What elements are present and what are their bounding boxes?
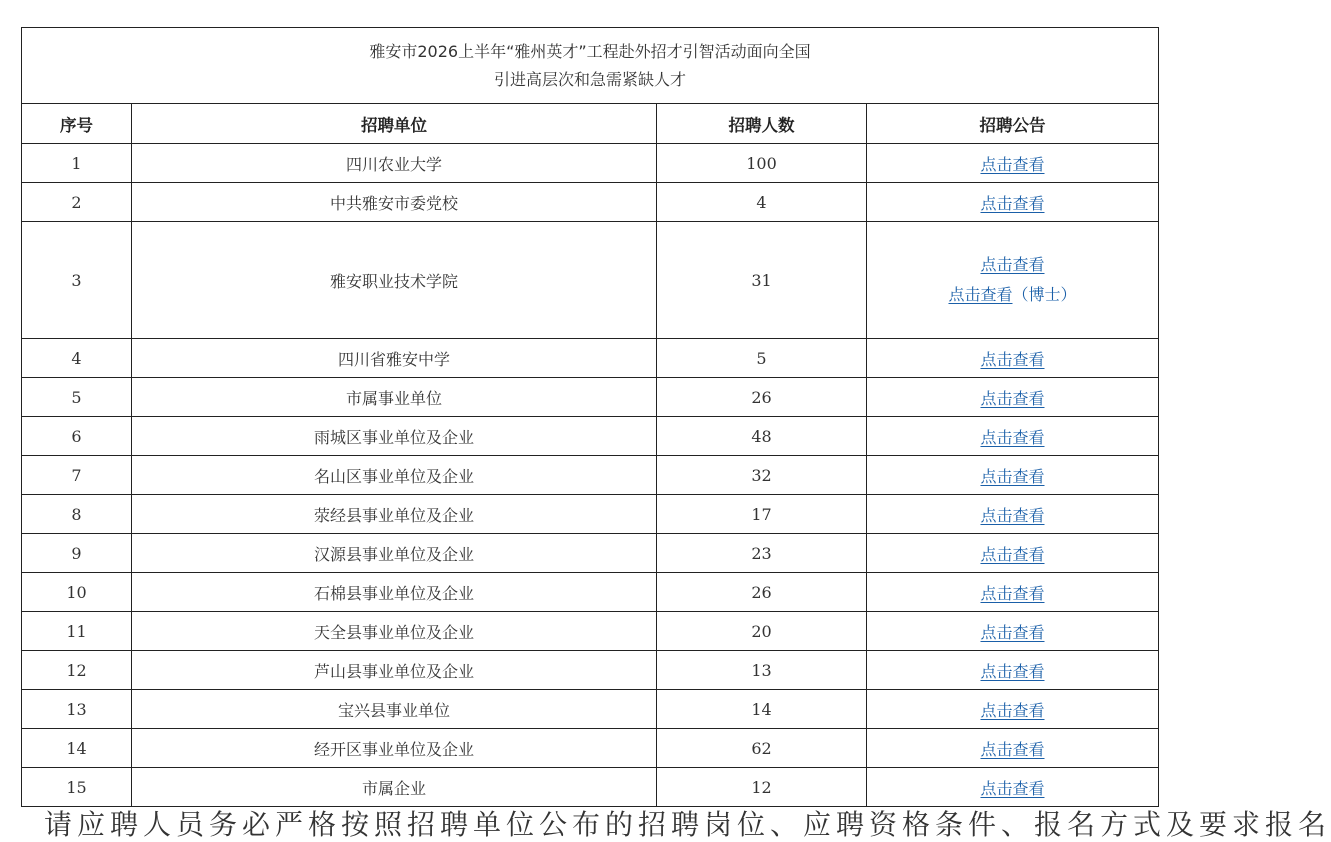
table-row [22, 534, 1159, 573]
row-count: 5 [657, 339, 867, 378]
view-notice-link[interactable]: 点击查看 [980, 466, 1045, 486]
row-notice [867, 183, 1159, 222]
table-row [22, 495, 1159, 534]
view-notice-link[interactable]: 点击查看 [980, 154, 1045, 174]
row-index: 7 [22, 456, 132, 495]
row-unit: 石棉县事业单位及企业 [132, 573, 657, 612]
row-notice [867, 378, 1159, 417]
table-row [22, 573, 1159, 612]
row-count: 14 [657, 690, 867, 729]
table-row [22, 768, 1159, 807]
footer-paragraph: 请应聘人员务必严格按照招聘单位公布的招聘岗位、应聘资格条件、报名方式及要求报名 [44, 808, 1331, 841]
row-unit: 荥经县事业单位及企业 [132, 495, 657, 534]
view-notice-link[interactable]: 点击查看 [980, 739, 1045, 759]
table-row [22, 183, 1159, 222]
row-notice [867, 144, 1159, 183]
row-notice [867, 495, 1159, 534]
table-row [22, 339, 1159, 378]
row-index: 11 [22, 612, 132, 651]
row-unit: 宝兴县事业单位 [132, 690, 657, 729]
recruitment-table [21, 27, 1159, 807]
row-count: 100 [657, 144, 867, 183]
table-row [22, 456, 1159, 495]
view-notice-link[interactable]: 点击查看 [980, 427, 1045, 447]
table-row [22, 651, 1159, 690]
row-count: 13 [657, 651, 867, 690]
row-unit: 雨城区事业单位及企业 [132, 417, 657, 456]
row-index: 12 [22, 651, 132, 690]
view-notice-link[interactable]: 点击查看 [980, 255, 1045, 274]
view-notice-link[interactable]: 点击查看 [980, 544, 1045, 564]
view-notice-link[interactable]: 点击查看 [980, 583, 1045, 603]
table-row [22, 417, 1159, 456]
row-count: 20 [657, 612, 867, 651]
row-notice [867, 729, 1159, 768]
row-unit: 市属事业单位 [132, 378, 657, 417]
row-count: 23 [657, 534, 867, 573]
header-notice: 招聘公告 [867, 104, 1159, 144]
view-notice-link[interactable]: 点击查看 [980, 505, 1045, 525]
row-unit: 四川省雅安中学 [132, 339, 657, 378]
row-unit: 经开区事业单位及企业 [132, 729, 657, 768]
header-count: 招聘人数 [657, 104, 867, 144]
row-count: 17 [657, 495, 867, 534]
row-notice [867, 768, 1159, 807]
row-index: 1 [22, 144, 132, 183]
table-title [22, 28, 1159, 104]
row-count: 12 [657, 768, 867, 807]
header-unit: 招聘单位 [132, 104, 657, 144]
table-header-row [22, 104, 1159, 144]
phd-suffix: （博士） [1012, 285, 1077, 304]
row-notice [867, 339, 1159, 378]
row-notice [867, 612, 1159, 651]
row-index: 8 [22, 495, 132, 534]
row-index: 2 [22, 183, 132, 222]
row-count: 48 [657, 417, 867, 456]
row-unit: 四川农业大学 [132, 144, 657, 183]
table-row [22, 612, 1159, 651]
row-notice [867, 456, 1159, 495]
view-phd-notice-link[interactable]: 点击查看 [948, 285, 1013, 304]
row-index: 9 [22, 534, 132, 573]
header-index: 序号 [22, 104, 132, 144]
row-notice [867, 573, 1159, 612]
table-row [22, 729, 1159, 768]
table-row [22, 690, 1159, 729]
view-notice-link[interactable]: 点击查看 [980, 388, 1045, 408]
view-notice-link[interactable]: 点击查看 [980, 778, 1045, 798]
row-index: 15 [22, 768, 132, 807]
row-count: 31 [657, 222, 867, 339]
row-unit: 雅安职业技术学院 [132, 222, 657, 339]
row-unit: 芦山县事业单位及企业 [132, 651, 657, 690]
view-notice-link[interactable]: 点击查看 [980, 193, 1045, 213]
row-count: 4 [657, 183, 867, 222]
table-title-row [22, 28, 1159, 104]
view-notice-link[interactable]: 点击查看 [980, 622, 1045, 642]
row-index: 3 [22, 222, 132, 339]
row-unit: 汉源县事业单位及企业 [132, 534, 657, 573]
view-notice-link[interactable]: 点击查看 [980, 700, 1045, 720]
row-index: 10 [22, 573, 132, 612]
table-row [22, 378, 1159, 417]
row-unit: 市属企业 [132, 768, 657, 807]
row-notice [867, 534, 1159, 573]
row-notice [867, 222, 1159, 339]
row-index: 5 [22, 378, 132, 417]
row-index: 14 [22, 729, 132, 768]
view-notice-link[interactable]: 点击查看 [980, 349, 1045, 369]
row-unit: 天全县事业单位及企业 [132, 612, 657, 651]
row-count: 62 [657, 729, 867, 768]
row-notice [867, 651, 1159, 690]
view-notice-link[interactable]: 点击查看 [980, 661, 1045, 681]
table-title-line2: 引进高层次和急需紧缺人才 [493, 69, 686, 89]
row-unit: 名山区事业单位及企业 [132, 456, 657, 495]
row-count: 26 [657, 378, 867, 417]
row-notice [867, 417, 1159, 456]
row-index: 13 [22, 690, 132, 729]
row-count: 26 [657, 573, 867, 612]
row-notice [867, 690, 1159, 729]
row-count: 32 [657, 456, 867, 495]
row-unit: 中共雅安市委党校 [132, 183, 657, 222]
table-title-line1: 雅安市2026上半年“雅州英才”工程赴外招才引智活动面向全国 [369, 41, 811, 61]
row-index: 6 [22, 417, 132, 456]
row-index: 4 [22, 339, 132, 378]
table-row [22, 222, 1159, 339]
table-row [22, 144, 1159, 183]
